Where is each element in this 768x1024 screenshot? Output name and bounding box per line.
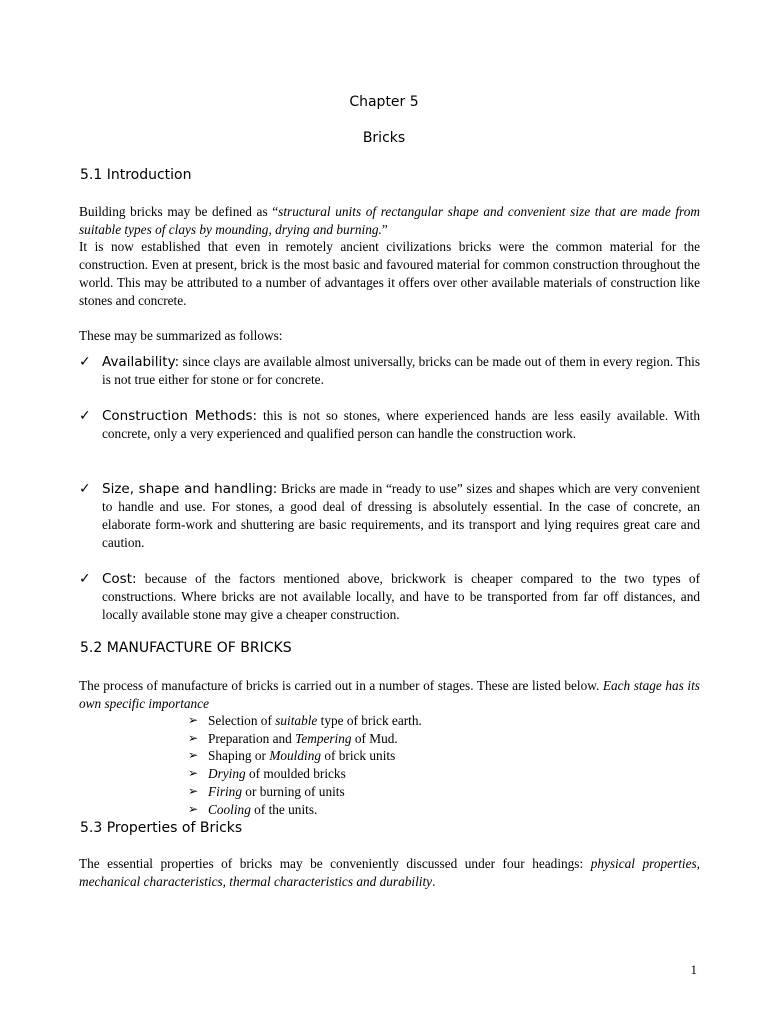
step-text: of the units.	[250, 801, 318, 817]
advantage-term: Availability:	[102, 354, 180, 370]
manufacture-steps-list	[188, 712, 422, 818]
step-text: Preparation and	[208, 730, 296, 746]
step-text: of Mud.	[351, 730, 398, 746]
list-item	[188, 783, 422, 801]
list-item	[188, 801, 422, 819]
manufacture-paragraph	[79, 677, 700, 713]
step-text: of moulded bricks	[245, 766, 346, 782]
history-paragraph: It is now established that even in remotely ancient civilizations bricks were the common material for the construction. Even at present, brick is the most basic and favoured material for common construction throughout the world. This may be attributed to a number of advantages it offers over other available materials of construction like stones and concrete.	[79, 239, 700, 308]
arrow-bullet-icon: ➢	[188, 801, 199, 816]
manufacture-text: The process of manufacture of bricks is carried out in a number of stages. These are listed below.	[79, 678, 603, 693]
definition-lead: Building bricks may be defined as “	[79, 204, 279, 219]
advantage-item	[79, 570, 700, 624]
list-item	[188, 765, 422, 783]
advantage-text: this is not so stones, where experienced hands are less easily available. With concrete, only a very experienced and qualified person can handle the construction work.	[102, 408, 700, 441]
step-text: of brick units	[321, 748, 396, 764]
arrow-bullet-icon: ➢	[188, 730, 199, 745]
list-item	[188, 730, 422, 748]
manufacture-note: Each stage has its own specific importance	[79, 678, 700, 711]
advantage-text: since clays are available almost universally, bricks can be made out of them in every region. This is not true either for stone or for concrete.	[102, 354, 700, 387]
chapter-title: Bricks	[362, 130, 406, 146]
step-emphasis: Moulding	[269, 748, 322, 764]
page-number: 1	[690, 962, 697, 977]
arrow-bullet-icon: ➢	[188, 748, 199, 763]
step-emphasis: Drying	[208, 766, 246, 782]
arrow-bullet-icon: ➢	[188, 713, 199, 727]
list-item	[188, 747, 422, 765]
section-heading-manufacture: 5.2 MANUFACTURE OF BRICKS	[80, 640, 292, 656]
definition-quote: structural units of rectangular shape and convenient size that are made from suitable types of clays by mounding, drying and burning.	[79, 204, 700, 237]
properties-headings: physical properties, mechanical characteristics, thermal characteristics and durability	[79, 856, 700, 889]
list-item	[188, 712, 422, 730]
arrow-bullet-icon: ➢	[188, 766, 199, 781]
checkmark-icon: ✓	[79, 571, 91, 587]
step-emphasis: Firing	[208, 783, 242, 799]
step-emphasis: Cooling	[208, 801, 251, 817]
checkmark-icon: ✓	[79, 481, 91, 497]
advantage-item	[79, 480, 700, 552]
chapter-label: Chapter 5	[349, 94, 419, 110]
step-text: or burning of units	[241, 783, 345, 799]
section-heading-properties: 5.3 Properties of Bricks	[80, 820, 243, 836]
step-text: Shaping or	[208, 748, 270, 764]
step-emphasis: suitable	[275, 713, 318, 728]
advantage-term: Construction Methods:	[102, 408, 258, 424]
advantage-item	[79, 353, 700, 389]
definition-paragraph	[79, 203, 700, 239]
summary-intro: These may be summarized as follows:	[79, 328, 283, 343]
step-text: Selection of	[208, 713, 276, 728]
arrow-bullet-icon: ➢	[188, 783, 199, 798]
advantage-term: Cost:	[102, 571, 137, 587]
properties-end: .	[432, 874, 436, 889]
properties-text: The essential properties of bricks may be conveniently discussed under four headings:	[79, 856, 591, 871]
checkmark-icon: ✓	[79, 354, 91, 370]
step-text: type of brick earth.	[317, 713, 422, 728]
definition-close: ”	[381, 222, 388, 237]
advantage-text: Bricks are made in “ready to use” sizes and shapes which are very convenient to handle and use. For stones, a good deal of dressing is absolutely essential. In the case of concrete, an elaborate form-work and shuttering are basic requirements, and its transport and lying requires great care and caution.	[102, 481, 700, 550]
properties-paragraph	[79, 855, 700, 891]
advantage-term: Size, shape and handling:	[102, 481, 278, 497]
advantage-text: because of the factors mentioned above, brickwork is cheaper compared to the two types of constructions. Where bricks are not available locally, and have to be transported from far off distances, and locally available stone may give a cheaper construction.	[102, 571, 700, 622]
section-heading-introduction: 5.1 Introduction	[80, 167, 192, 183]
advantage-item	[79, 407, 700, 443]
checkmark-icon: ✓	[79, 408, 91, 424]
step-emphasis: Tempering	[295, 730, 352, 746]
